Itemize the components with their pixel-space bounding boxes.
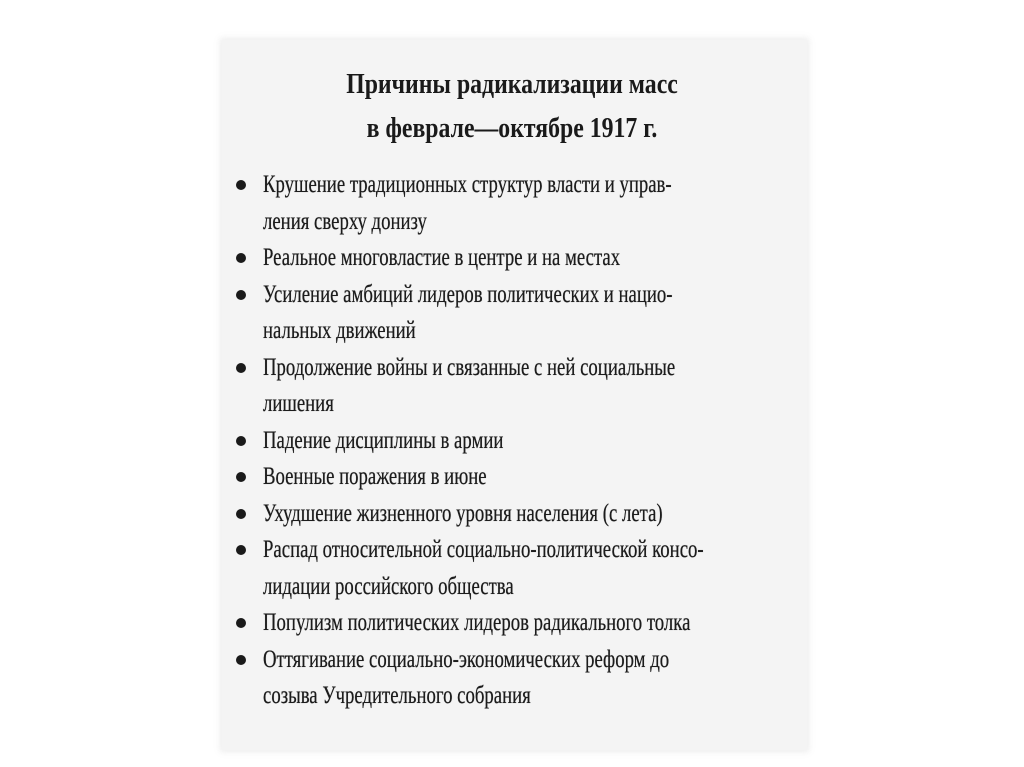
list-item-text: Ухудшение жизненного уровня населения (с лета) bbox=[263, 499, 663, 527]
bullet-icon bbox=[236, 436, 246, 446]
causes-list bbox=[235, 167, 791, 715]
list-item bbox=[235, 240, 791, 277]
list-item bbox=[235, 459, 791, 496]
list-item-text: лидации российского общества bbox=[263, 572, 514, 600]
list-item-text: Распад относительной социально-политической консо- bbox=[263, 536, 704, 563]
list-item bbox=[235, 167, 791, 240]
list-item bbox=[235, 277, 791, 350]
list-item bbox=[235, 496, 791, 533]
bullet-icon bbox=[236, 472, 246, 482]
title-line-2: в феврале—октябре 1917 г. bbox=[366, 112, 658, 144]
bullet-icon bbox=[236, 180, 246, 190]
title-line-1: Причины радикализации масс bbox=[346, 68, 678, 100]
list-item bbox=[235, 605, 791, 642]
bullet-icon bbox=[236, 545, 246, 555]
list-item bbox=[235, 350, 791, 423]
list-item-text: нальных движений bbox=[263, 317, 416, 344]
bullet-icon bbox=[236, 509, 246, 519]
list-item-text: созыва Учредительного собрания bbox=[263, 682, 531, 709]
bullet-icon bbox=[236, 655, 246, 665]
page-title bbox=[92, 62, 932, 150]
bullet-icon bbox=[236, 363, 246, 373]
list-item-text: Оттягивание социально-экономических реформ до bbox=[263, 645, 670, 673]
list-item-text: Усиление амбиций лидеров политических и нацио- bbox=[263, 280, 673, 308]
list-item-text: Продолжение войны и связанные с ней социальные bbox=[263, 353, 676, 381]
list-item-text: Падение дисциплины в армии bbox=[263, 426, 504, 454]
list-item bbox=[235, 423, 791, 460]
list-item-text: ления сверху донизу bbox=[263, 207, 427, 235]
bullet-icon bbox=[236, 290, 246, 300]
list-item-text: Популизм политических лидеров радикального толка bbox=[263, 609, 691, 636]
list-item-text: Крушение традиционных структур власти и управ- bbox=[263, 171, 672, 198]
list-item-text: лишения bbox=[263, 390, 334, 417]
list-item-text: Военные поражения в июне bbox=[263, 463, 487, 490]
list-item-text: Реальное многовластие в центре и на местах bbox=[263, 244, 621, 271]
list-item bbox=[235, 642, 791, 715]
bullet-icon bbox=[236, 253, 246, 263]
list-item bbox=[235, 532, 791, 605]
bullet-icon bbox=[236, 618, 246, 628]
